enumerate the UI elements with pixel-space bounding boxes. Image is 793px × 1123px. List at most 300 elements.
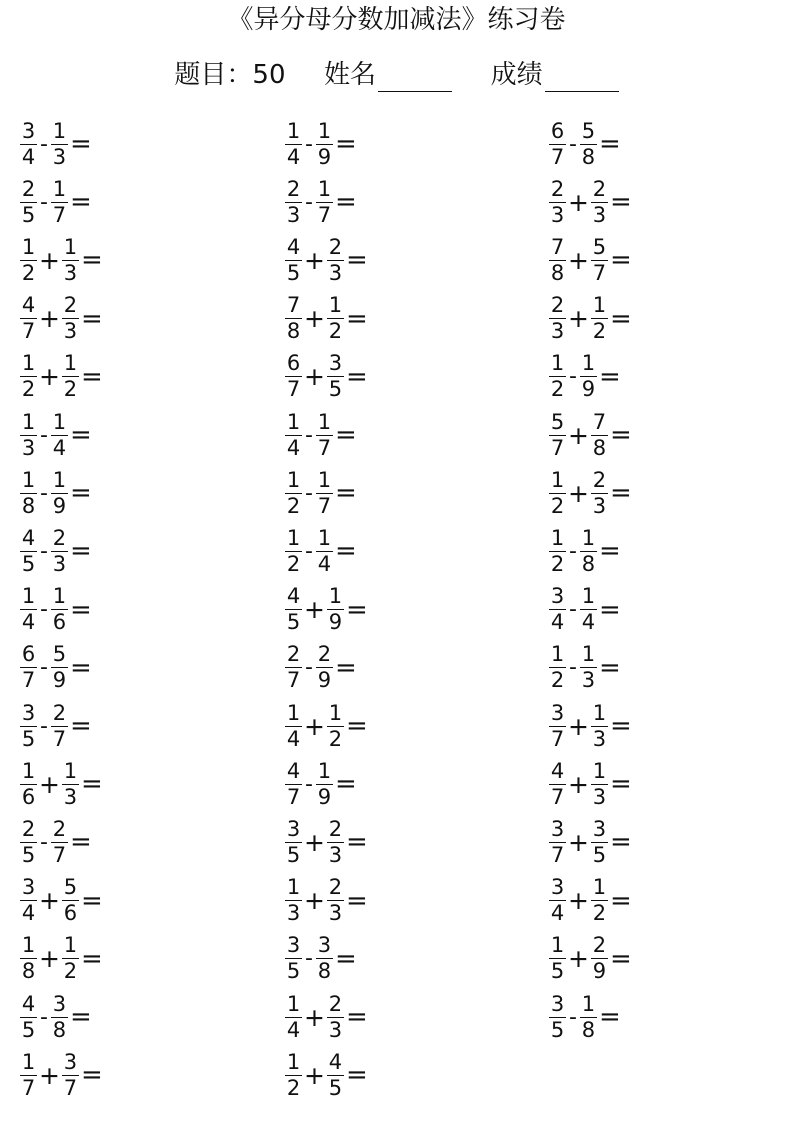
second-fraction [51, 993, 68, 1042]
denominator: 7 [317, 435, 332, 460]
denominator: 7 [21, 319, 36, 344]
numerator: 1 [317, 525, 332, 550]
first-fraction [285, 469, 302, 518]
denominator: 6 [63, 901, 78, 926]
numerator: 4 [286, 234, 301, 259]
equals-sign: = [334, 478, 357, 509]
equals-sign: = [609, 303, 632, 334]
equals-sign: = [69, 129, 92, 159]
first-fraction [285, 934, 302, 983]
denominator: 2 [550, 493, 565, 518]
second-fraction [591, 702, 608, 751]
numerator: 2 [52, 700, 67, 725]
first-fraction [549, 760, 566, 809]
denominator: 2 [286, 551, 301, 576]
problem-item [20, 408, 92, 462]
problem-item [549, 583, 621, 637]
operator: - [305, 189, 313, 215]
equals-sign: = [69, 478, 92, 509]
denominator: 4 [21, 610, 36, 635]
denominator: 4 [550, 610, 565, 635]
operator: - [40, 189, 48, 215]
second-fraction [580, 643, 597, 692]
denominator: 6 [52, 610, 67, 635]
problem-item [549, 233, 632, 287]
operator: + [568, 304, 589, 334]
problem-item [549, 524, 621, 578]
numerator: 1 [52, 409, 67, 434]
problem-item [549, 466, 632, 520]
numerator: 3 [52, 991, 67, 1016]
numerator: 1 [21, 758, 36, 783]
operator: + [39, 886, 60, 916]
denominator: 8 [581, 551, 596, 576]
equals-sign: = [69, 187, 92, 218]
second-fraction [327, 236, 344, 285]
problem-item [285, 350, 368, 404]
numerator: 1 [286, 118, 301, 143]
numerator: 1 [592, 758, 607, 783]
second-fraction [591, 411, 608, 460]
numerator: 1 [63, 234, 78, 259]
denominator: 2 [63, 377, 78, 402]
first-fraction [285, 352, 302, 401]
numerator: 2 [592, 176, 607, 201]
denominator: 6 [21, 784, 36, 809]
first-fraction [285, 702, 302, 751]
second-fraction [51, 120, 68, 169]
denominator: 7 [550, 435, 565, 460]
equals-sign: = [334, 187, 357, 218]
numerator: 3 [550, 816, 565, 841]
problem-item [285, 175, 357, 229]
denominator: 9 [317, 144, 332, 169]
denominator: 3 [592, 202, 607, 227]
denominator: 4 [286, 726, 301, 751]
numerator: 4 [21, 991, 36, 1016]
numerator: 1 [317, 176, 332, 201]
problem-item [20, 233, 103, 287]
denominator: 5 [328, 377, 343, 402]
numerator: 3 [550, 875, 565, 900]
numerator: 6 [21, 642, 36, 667]
second-fraction [62, 352, 79, 401]
first-fraction [285, 643, 302, 692]
numerator: 1 [550, 525, 565, 550]
numerator: 3 [550, 700, 565, 725]
problem-item [285, 117, 357, 171]
first-fraction [20, 352, 37, 401]
denominator: 5 [21, 726, 36, 751]
equals-sign: = [598, 652, 621, 683]
numerator: 1 [286, 1049, 301, 1074]
first-fraction [20, 702, 37, 751]
second-fraction [62, 934, 79, 983]
equals-sign: = [609, 478, 632, 509]
numerator: 7 [286, 293, 301, 318]
numerator: 1 [286, 875, 301, 900]
equals-sign: = [598, 536, 621, 567]
denominator: 3 [286, 901, 301, 926]
operator: - [40, 422, 48, 448]
denominator: 5 [286, 959, 301, 984]
denominator: 2 [592, 319, 607, 344]
numerator: 1 [592, 700, 607, 725]
operator: - [569, 364, 577, 390]
equals-sign: = [598, 594, 621, 625]
second-fraction [327, 352, 344, 401]
second-fraction [316, 469, 333, 518]
numerator: 4 [21, 293, 36, 318]
equals-sign: = [345, 1002, 368, 1032]
first-fraction [549, 876, 566, 925]
second-fraction [591, 760, 608, 809]
numerator: 1 [317, 118, 332, 143]
problem-item [285, 1048, 368, 1102]
numerator: 2 [328, 991, 343, 1016]
operator: - [305, 480, 313, 506]
numerator: 2 [52, 525, 67, 550]
equals-sign: = [609, 187, 632, 218]
denominator: 3 [328, 901, 343, 926]
operator: + [568, 886, 589, 916]
numerator: 1 [328, 700, 343, 725]
equals-sign: = [69, 711, 92, 741]
second-fraction [62, 1051, 79, 1100]
denominator: 9 [328, 610, 343, 635]
first-fraction [285, 411, 302, 460]
problem-item [285, 815, 368, 869]
denominator: 4 [581, 610, 596, 635]
second-fraction [51, 643, 68, 692]
equals-sign: = [598, 361, 621, 392]
operator: - [305, 655, 313, 681]
first-fraction [20, 643, 37, 692]
denominator: 4 [317, 551, 332, 576]
second-fraction [51, 818, 68, 867]
denominator: 2 [286, 493, 301, 518]
second-fraction [580, 120, 597, 169]
problem-item [549, 641, 621, 695]
denominator: 4 [550, 901, 565, 926]
numerator: 3 [21, 118, 36, 143]
numerator: 2 [286, 642, 301, 667]
numerator: 7 [550, 234, 565, 259]
denominator: 4 [286, 435, 301, 460]
numerator: 2 [328, 816, 343, 841]
problem-item [285, 757, 357, 811]
problem-item [549, 175, 632, 229]
second-fraction [62, 876, 79, 925]
numerator: 1 [550, 642, 565, 667]
denominator: 3 [592, 784, 607, 809]
second-fraction [51, 585, 68, 634]
denominator: 8 [286, 319, 301, 344]
denominator: 8 [317, 959, 332, 984]
first-fraction [20, 411, 37, 460]
denominator: 3 [550, 202, 565, 227]
denominator: 8 [52, 1017, 67, 1042]
second-fraction [51, 469, 68, 518]
operator: + [304, 1060, 325, 1090]
problem-item [549, 350, 621, 404]
numerator: 1 [63, 758, 78, 783]
denominator: 9 [581, 377, 596, 402]
operator: + [304, 245, 325, 275]
first-fraction [549, 702, 566, 751]
numerator: 1 [328, 293, 343, 318]
denominator: 7 [550, 842, 565, 867]
equals-sign: = [345, 827, 368, 858]
equals-sign: = [609, 245, 632, 276]
first-fraction [549, 411, 566, 460]
problem-item [20, 699, 92, 753]
second-fraction [51, 527, 68, 576]
first-fraction [20, 469, 37, 518]
second-fraction [51, 702, 68, 751]
denominator: 4 [286, 144, 301, 169]
numerator: 1 [317, 409, 332, 434]
first-fraction [549, 934, 566, 983]
denominator: 9 [592, 959, 607, 984]
denominator: 3 [581, 668, 596, 693]
numerator: 7 [592, 409, 607, 434]
problem-item [20, 1048, 103, 1102]
score-label: 成绩 [490, 60, 543, 90]
second-fraction [580, 993, 597, 1042]
denominator: 5 [21, 551, 36, 576]
equals-sign: = [80, 885, 103, 916]
problem-item [285, 524, 357, 578]
denominator: 7 [550, 784, 565, 809]
second-fraction [580, 585, 597, 634]
denominator: 7 [592, 260, 607, 285]
denominator: 3 [21, 435, 36, 460]
numerator: 4 [286, 584, 301, 609]
first-fraction [549, 352, 566, 401]
numerator: 3 [550, 584, 565, 609]
denominator: 8 [581, 1017, 596, 1042]
second-fraction [62, 294, 79, 343]
denominator: 2 [63, 959, 78, 984]
second-fraction [327, 993, 344, 1042]
first-fraction [20, 934, 37, 983]
denominator: 7 [52, 842, 67, 867]
operator: - [569, 655, 577, 681]
denominator: 3 [328, 260, 343, 285]
denominator: 8 [21, 959, 36, 984]
equals-sign: = [598, 129, 621, 159]
problem-item [285, 292, 368, 346]
denominator: 5 [21, 842, 36, 867]
numerator: 5 [581, 118, 596, 143]
second-fraction [327, 876, 344, 925]
problem-item [285, 874, 368, 928]
problem-item [549, 874, 632, 928]
denominator: 3 [63, 784, 78, 809]
numerator: 1 [21, 1049, 36, 1074]
numerator: 1 [63, 351, 78, 376]
denominator: 8 [581, 144, 596, 169]
equals-sign: = [609, 420, 632, 450]
second-fraction [62, 760, 79, 809]
operator: - [305, 538, 313, 564]
denominator: 3 [52, 144, 67, 169]
first-fraction [20, 294, 37, 343]
denominator: 5 [286, 610, 301, 635]
denominator: 2 [328, 726, 343, 751]
operator: - [40, 829, 48, 855]
denominator: 4 [21, 144, 36, 169]
numerator: 1 [21, 409, 36, 434]
first-fraction [549, 178, 566, 227]
second-fraction [327, 702, 344, 751]
problem-item [285, 233, 368, 287]
numerator: 2 [21, 816, 36, 841]
operator: + [304, 1002, 325, 1032]
second-fraction [316, 760, 333, 809]
second-fraction [316, 934, 333, 983]
second-fraction [327, 818, 344, 867]
denominator: 8 [550, 260, 565, 285]
operator: - [569, 1004, 577, 1030]
numerator: 3 [550, 991, 565, 1016]
second-fraction [591, 469, 608, 518]
numerator: 1 [21, 234, 36, 259]
problem-item [20, 524, 92, 578]
numerator: 5 [52, 642, 67, 667]
problem-item [20, 117, 92, 171]
second-fraction [51, 178, 68, 227]
second-fraction [316, 411, 333, 460]
denominator: 8 [21, 493, 36, 518]
numerator: 1 [286, 991, 301, 1016]
numerator: 2 [21, 176, 36, 201]
operator: - [40, 538, 48, 564]
denominator: 4 [52, 435, 67, 460]
first-fraction [285, 993, 302, 1042]
operator: + [304, 304, 325, 334]
first-fraction [549, 818, 566, 867]
first-fraction [285, 876, 302, 925]
denominator: 2 [21, 377, 36, 402]
numerator: 1 [317, 467, 332, 492]
numerator: 1 [52, 584, 67, 609]
operator: + [304, 362, 325, 392]
denominator: 9 [317, 668, 332, 693]
operator: + [568, 944, 589, 974]
problem-item [20, 874, 103, 928]
denominator: 7 [21, 668, 36, 693]
numerator: 1 [286, 467, 301, 492]
numerator: 6 [550, 118, 565, 143]
numerator: 3 [21, 875, 36, 900]
operator: - [40, 655, 48, 681]
denominator: 9 [52, 493, 67, 518]
numerator: 1 [581, 642, 596, 667]
first-fraction [20, 585, 37, 634]
numerator: 1 [317, 758, 332, 783]
first-fraction [20, 178, 37, 227]
equals-sign: = [345, 711, 368, 741]
operator: + [39, 245, 60, 275]
equals-sign: = [69, 536, 92, 567]
numerator: 6 [286, 351, 301, 376]
equals-sign: = [345, 594, 368, 625]
first-fraction [285, 818, 302, 867]
operator: + [39, 944, 60, 974]
equals-sign: = [80, 943, 103, 974]
second-fraction [591, 178, 608, 227]
numerator: 1 [52, 176, 67, 201]
equals-sign: = [345, 361, 368, 392]
numerator: 3 [21, 700, 36, 725]
equals-sign: = [69, 594, 92, 625]
first-fraction [20, 527, 37, 576]
operator: + [304, 827, 325, 857]
first-fraction [549, 120, 566, 169]
equals-sign: = [345, 245, 368, 276]
equals-sign: = [609, 943, 632, 974]
problem-item [20, 815, 92, 869]
numerator: 4 [328, 1049, 343, 1074]
numerator: 1 [21, 933, 36, 958]
numerator: 1 [52, 467, 67, 492]
denominator: 5 [550, 1017, 565, 1042]
problem-item [285, 990, 368, 1044]
operator: - [305, 422, 313, 448]
equals-sign: = [609, 827, 632, 858]
operator: + [304, 711, 325, 741]
equals-sign: = [69, 827, 92, 858]
numerator: 1 [21, 584, 36, 609]
numerator: 3 [63, 1049, 78, 1074]
operator: - [40, 131, 48, 157]
denominator: 2 [592, 901, 607, 926]
denominator: 7 [317, 202, 332, 227]
denominator: 7 [286, 668, 301, 693]
denominator: 2 [328, 319, 343, 344]
problem-item [549, 292, 632, 346]
operator: - [569, 597, 577, 623]
denominator: 2 [286, 1075, 301, 1100]
denominator: 2 [550, 377, 565, 402]
first-fraction [20, 876, 37, 925]
second-fraction [591, 236, 608, 285]
first-fraction [549, 236, 566, 285]
operator: - [305, 771, 313, 797]
problem-item [20, 990, 92, 1044]
numerator: 2 [63, 293, 78, 318]
operator: - [40, 1004, 48, 1030]
equals-sign: = [69, 1002, 92, 1032]
numerator: 5 [550, 409, 565, 434]
denominator: 5 [328, 1075, 343, 1100]
first-fraction [285, 178, 302, 227]
operator: + [39, 769, 60, 799]
equals-sign: = [80, 303, 103, 334]
operator: + [568, 245, 589, 275]
problem-item [285, 408, 357, 462]
second-fraction [316, 178, 333, 227]
numerator: 2 [550, 176, 565, 201]
first-fraction [549, 993, 566, 1042]
numerator: 3 [592, 816, 607, 841]
second-fraction [591, 876, 608, 925]
equals-sign: = [80, 245, 103, 276]
operator: - [569, 538, 577, 564]
operator: + [568, 187, 589, 217]
